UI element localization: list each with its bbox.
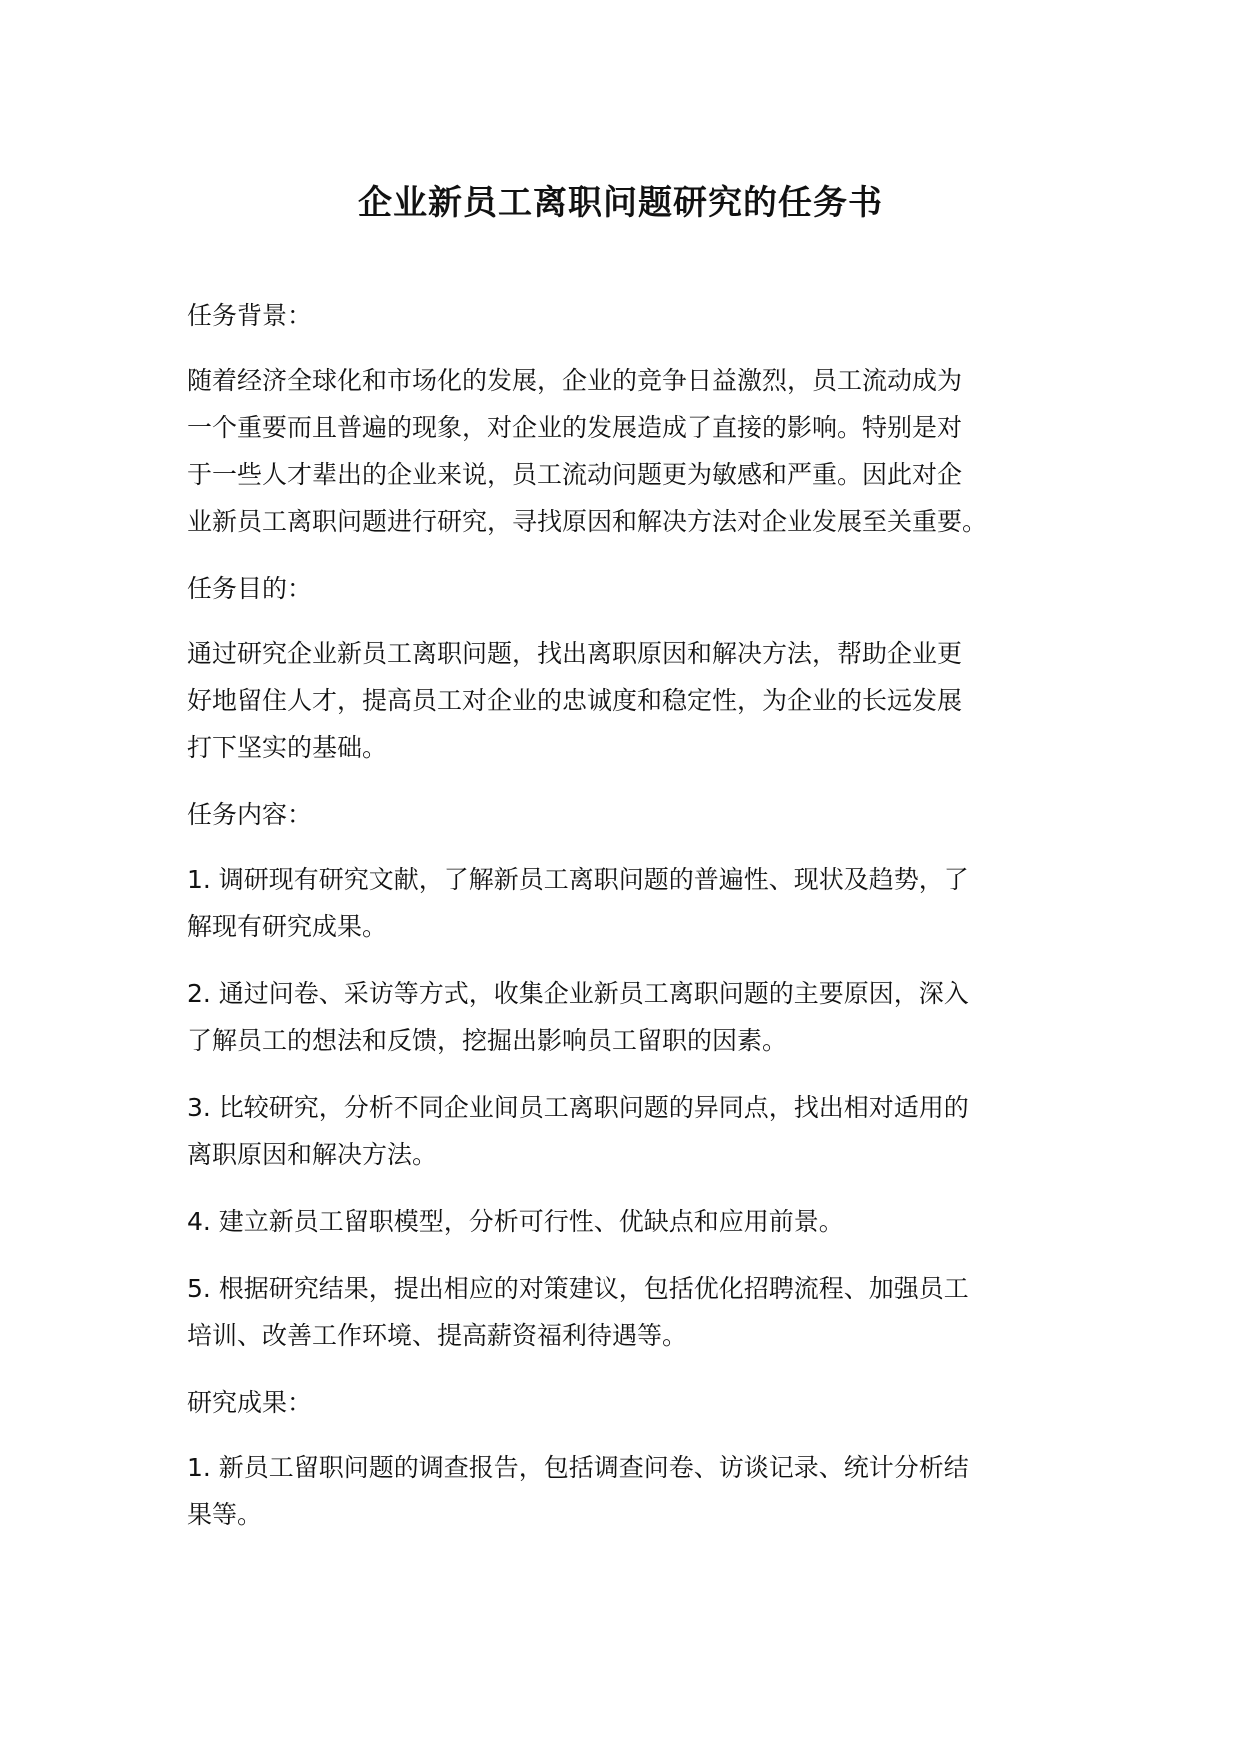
paragraph-line: 通过研究企业新员工离职问题，找出离职原因和解决方法，帮助企业更 — [187, 639, 963, 668]
paragraph-line: 果等。 — [187, 1500, 263, 1529]
paragraph-line: 一个重要而且普遍的现象，对企业的发展造成了直接的影响。特别是对 — [187, 413, 963, 442]
paragraph-line: 4. 建立新员工留职模型，分析可行性、优缺点和应用前景。 — [187, 1207, 844, 1236]
document-title: 企业新员工离职问题研究的任务书 — [358, 183, 883, 223]
paragraph — [187, 630, 1067, 771]
section-heading: 任务内容： — [187, 800, 313, 829]
paragraph-line: 解现有研究成果。 — [187, 912, 388, 941]
paragraph — [187, 856, 1067, 950]
paragraph-line: 业新员工离职问题进行研究，寻找原因和解决方法对企业发展至关重要。 — [187, 507, 988, 536]
paragraph-line: 培训、改善工作环境、提高薪资福利待遇等。 — [187, 1321, 688, 1350]
paragraph-line: 1. 调研现有研究文献，了解新员工离职问题的普遍性、现状及趋势，了 — [187, 865, 969, 894]
paragraph — [187, 970, 1067, 1064]
paragraph-line: 打下坚实的基础。 — [187, 733, 388, 762]
section-heading: 任务目的： — [187, 574, 313, 603]
paragraph — [187, 1084, 1067, 1178]
paragraph — [187, 357, 1067, 545]
paragraph-line: 好地留住人才，提高员工对企业的忠诚度和稳定性，为企业的长远发展 — [187, 686, 963, 715]
paragraph — [187, 1265, 1067, 1359]
paragraph-line: 于一些人才辈出的企业来说，员工流动问题更为敏感和严重。因此对企 — [187, 460, 963, 489]
paragraph-line: 1. 新员工留职问题的调查报告，包括调查问卷、访谈记录、统计分析结 — [187, 1453, 969, 1482]
paragraph — [187, 1198, 1067, 1245]
paragraph-line: 5. 根据研究结果，提出相应的对策建议，包括优化招聘流程、加强员工 — [187, 1274, 969, 1303]
section-heading: 任务背景： — [187, 301, 313, 330]
paragraph-line: 3. 比较研究，分析不同企业间员工离职问题的异同点，找出相对适用的 — [187, 1093, 969, 1122]
document-body — [187, 292, 1067, 1558]
section-heading: 研究成果： — [187, 1388, 313, 1417]
paragraph-line: 随着经济全球化和市场化的发展，企业的竞争日益激烈，员工流动成为 — [187, 366, 963, 395]
paragraph — [187, 1444, 1067, 1538]
paragraph-line: 了解员工的想法和反馈，挖掘出影响员工留职的因素。 — [187, 1026, 788, 1055]
paragraph-line: 离职原因和解决方法。 — [187, 1140, 438, 1169]
paragraph-line: 2. 通过问卷、采访等方式，收集企业新员工离职问题的主要原因，深入 — [187, 979, 969, 1008]
